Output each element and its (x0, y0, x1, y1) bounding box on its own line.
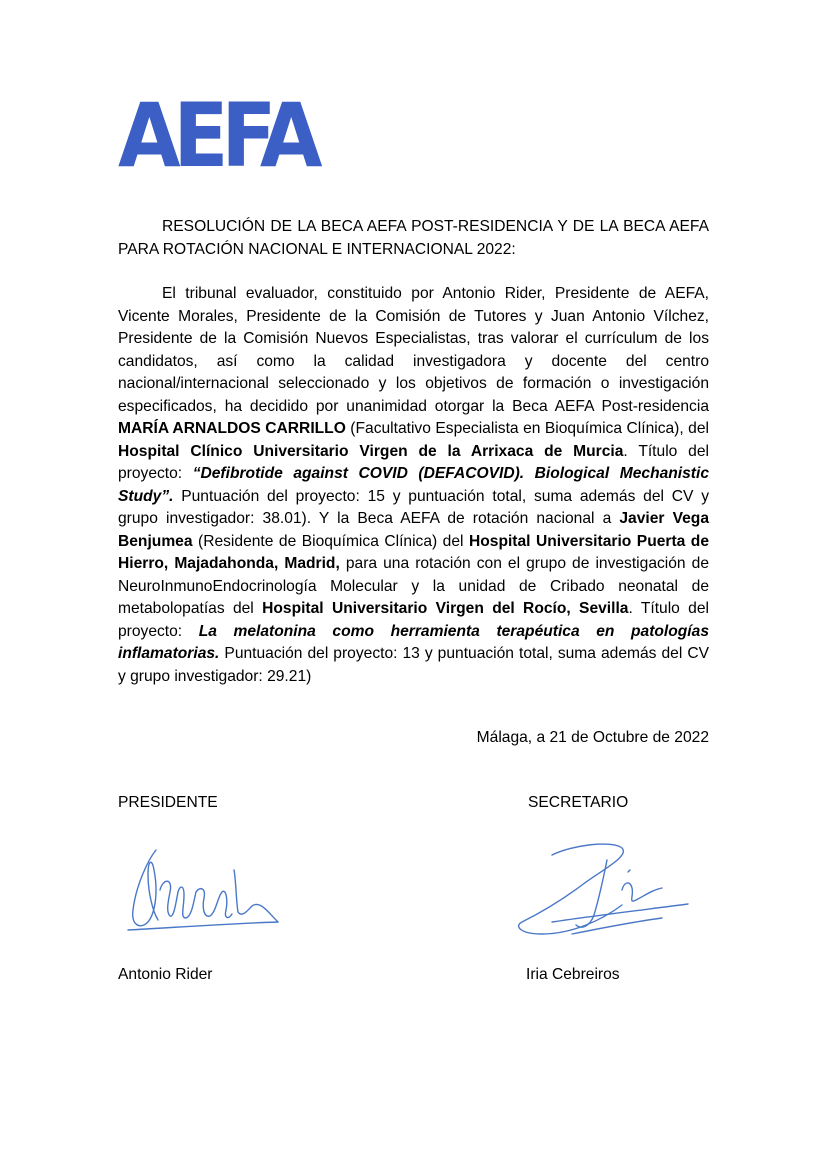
aefa-logo (118, 84, 320, 187)
president-label: PRESIDENTE (118, 794, 218, 811)
aefa-logo-text: AEFA (118, 84, 316, 187)
resolution-paragraph (118, 283, 709, 688)
paragraph-text: Puntuación del proyecto: 15 y puntuación total, suma además del CV y grupo investigador: 38.01). Y la Beca AEFA de rotación nacional a (118, 487, 709, 527)
awardee-name-1: MARÍA ARNALDOS CARRILLO (118, 420, 346, 437)
paragraph-text: Puntuación del proyecto: 13 y puntuación total, suma además del CV y grupo investigador: 29.21) (118, 645, 709, 685)
paragraph-text: . Título del proyecto: (118, 600, 709, 640)
hospital-2: Hospital Universitario Puerta de Hierro, Majadahonda, Madrid, (118, 532, 709, 572)
awardee-name-2: Javier Vega Benjumea (118, 510, 709, 550)
paragraph-text: (Facultativo Especialista en Bioquímica Clínica), del (345, 420, 709, 437)
paragraph-text: (Residente de Bioquímica Clínica) del (192, 532, 469, 550)
secretary-signature (512, 830, 692, 945)
date-line: Málaga, a 21 de Octubre de 2022 (476, 729, 709, 746)
project-title-2: La melatonina como herramienta terapéutica en patologías inflamatorias. (118, 622, 709, 662)
project-title-1: “Defibrotide against COVID (DEFACOVID). Biological Mechanistic Study”. (118, 465, 709, 505)
secretary-name: Iria Cebreiros (526, 966, 620, 983)
paragraph-text: El tribunal evaluador, constituido por Antonio Rider, Presidente de AEFA, Vicente Morales, Presidente de la Comisión de Tutores y Juan Antonio Vílchez, Presidente de la Comisión Nuevos Especialistas, tras valorar el currículum de los candidatos, así como la calidad investigadora y docente del centro nacional/internacional seleccionado y los objetivos de formación o investigación especificados, ha decidido por unanimidad otorgar la Beca AEFA Post-residencia (118, 285, 709, 415)
secretary-label: SECRETARIO (528, 794, 629, 811)
paragraph-text: . Título del proyecto: (118, 442, 709, 482)
president-signature (118, 830, 288, 940)
hospital-3: Hospital Universitario Virgen del Rocío, Sevilla (262, 600, 629, 617)
resolution-title: RESOLUCIÓN DE LA BECA AEFA POST-RESIDENCIA Y DE LA BECA AEFA PARA ROTACIÓN NACIONAL E INTERNACIONAL 2022: (118, 218, 709, 258)
hospital-1: Hospital Clínico Universitario Virgen de la Arrixaca de Murcia (118, 442, 624, 460)
paragraph-text: para una rotación con el grupo de investigación de NeuroInmunoEndocrinología Molecular y la unidad de Cribado neonatal de metabolopatías del (118, 555, 710, 617)
president-name: Antonio Rider (118, 966, 213, 983)
